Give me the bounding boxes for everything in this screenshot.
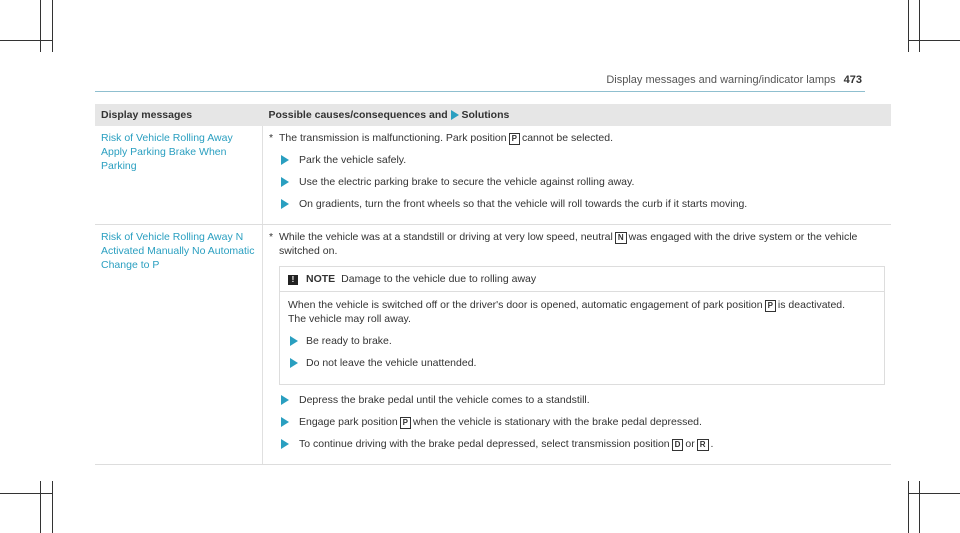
display-messages-table xyxy=(95,104,891,465)
crop-mark xyxy=(908,493,960,494)
arrow-icon xyxy=(290,336,298,346)
crop-mark xyxy=(0,493,52,494)
arrow-icon xyxy=(281,439,289,449)
gear-key: D xyxy=(672,439,684,451)
running-header-text: Display messages and warning/indicator lamps xyxy=(606,74,836,86)
header-rule xyxy=(95,91,865,92)
note-step: Be ready to brake. xyxy=(288,334,876,348)
gear-key: P xyxy=(400,417,411,429)
crop-mark xyxy=(40,0,41,52)
page-number: 473 xyxy=(843,74,862,86)
cause: * The transmission is malfunctioning. Park position P cannot be selected. xyxy=(269,132,614,144)
solution-step: To continue driving with the brake pedal depressed, select transmission position D or R . xyxy=(269,437,885,451)
message-text: Risk of Vehicle Rolling Away N Activated Manually No Automatic Change to P xyxy=(95,225,263,465)
crop-mark xyxy=(52,0,53,52)
running-header xyxy=(606,74,862,86)
note-box xyxy=(279,266,885,385)
cause-cell xyxy=(263,126,892,225)
arrow-icon xyxy=(451,110,459,120)
crop-mark xyxy=(0,40,52,41)
col-header-messages: Display messages xyxy=(95,104,263,126)
gear-key: P xyxy=(509,133,520,145)
solution-step: Use the electric parking brake to secure the vehicle against rolling away. xyxy=(269,175,885,189)
note-header: ! NOTE Damage to the vehicle due to rolling away xyxy=(280,267,884,292)
note-step: Do not leave the vehicle unattended. xyxy=(288,356,876,370)
solution-step: Park the vehicle safely. xyxy=(269,153,885,167)
arrow-icon xyxy=(290,358,298,368)
crop-mark xyxy=(919,481,920,533)
note-body: When the vehicle is switched off or the driver's door is opened, automatic engagement of park position P is deactivated. The vehicle may roll away. Be ready to brake. Do not leave the vehicle unattended. xyxy=(280,292,884,384)
gear-key: R xyxy=(697,439,709,451)
gear-key: P xyxy=(765,300,776,312)
warning-icon: ! xyxy=(288,275,298,285)
arrow-icon xyxy=(281,395,289,405)
table-row xyxy=(95,225,891,465)
table-row xyxy=(95,126,891,225)
col-header-causes: Possible causes/consequences and Solutions xyxy=(263,104,892,126)
crop-mark xyxy=(40,481,41,533)
gear-key: N xyxy=(615,232,627,244)
cause-cell xyxy=(263,225,892,465)
table-header xyxy=(95,104,891,126)
arrow-icon xyxy=(281,199,289,209)
cause: * While the vehicle was at a standstill or driving at very low speed, neutral N was engaged with the drive system or the vehicle switched on. xyxy=(269,231,858,257)
message-text: Risk of Vehicle Rolling Away Apply Parking Brake When Parking xyxy=(95,126,263,225)
crop-mark xyxy=(52,481,53,533)
solution-step: Engage park position P when the vehicle is stationary with the brake pedal depressed. xyxy=(269,415,885,429)
arrow-icon xyxy=(281,155,289,165)
solution-step: On gradients, turn the front wheels so that the vehicle will roll towards the curb if it starts moving. xyxy=(269,197,885,211)
crop-mark xyxy=(908,481,909,533)
crop-mark xyxy=(908,40,960,41)
solution-step: Depress the brake pedal until the vehicle comes to a standstill. xyxy=(269,393,885,407)
crop-mark xyxy=(908,0,909,52)
arrow-icon xyxy=(281,177,289,187)
crop-mark xyxy=(919,0,920,52)
arrow-icon xyxy=(281,417,289,427)
